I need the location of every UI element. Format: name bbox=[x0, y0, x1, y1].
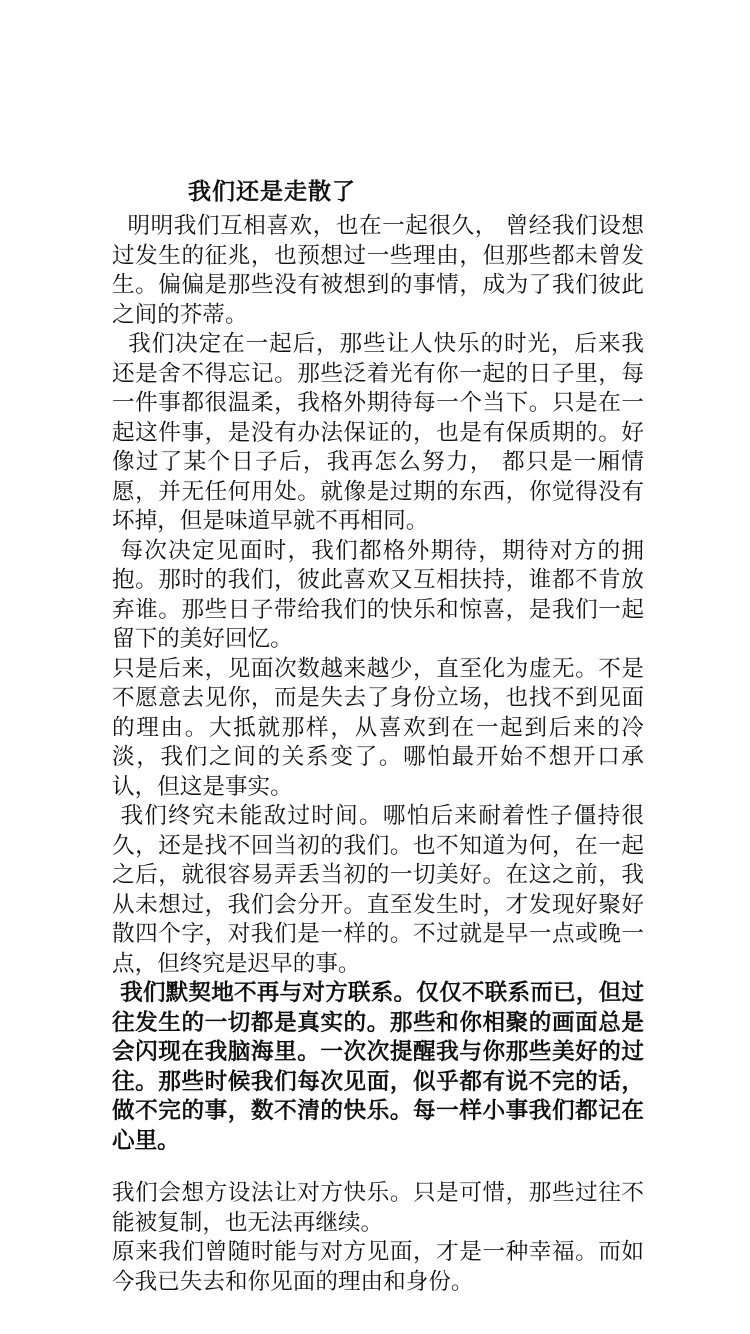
article-title: 我们还是走散了 bbox=[188, 179, 356, 205]
article-body bbox=[112, 212, 644, 1297]
paragraph-6-bold: 我们默契地不再与对方联系。仅仅不联系而已，但过往发生的一切都是真实的。那些和你相聚的画面总是会闪现在我脑海里。一次次提醒我与你那些美好的过往。那些时候我们每次见面，似乎都有说不完的话，做不完的事，数不清的快乐。每一样小事我们都记在心里。 bbox=[112, 980, 644, 1154]
paragraph-4: 只是后来，见面次数越来越少，直至化为虚无。不是不愿意去见你，而是失去了身份立场，也找不到见面的理由。大抵就那样，从喜欢到在一起到后来的冷淡，我们之间的关系变了。哪怕最开始不想开口承认，但这是事实。 bbox=[112, 655, 644, 800]
paragraph-7: 我们会想方设法让对方快乐。只是可惜，那些过往不能被复制，也无法再继续。 bbox=[112, 1180, 644, 1236]
paragraph-1: 明明我们互相喜欢，也在一起很久， 曾经我们设想过发生的征兆，也预想过一些理由，但那些都未曾发生。偏偏是那些没有被想到的事情，成为了我们彼此之间的芥蒂。 bbox=[112, 213, 644, 328]
paragraph-8: 原来我们曾随时能与对方见面，才是一种幸福。而如今我已失去和你见面的理由和身份。 bbox=[112, 1239, 644, 1295]
paragraph-3: 每次决定见面时，我们都格外期待，期待对方的拥抱。那时的我们，彼此喜欢又互相扶持，谁都不肯放弃谁。那些日子带给我们的快乐和惊喜，是我们一起留下的美好回忆。 bbox=[112, 537, 645, 652]
paragraph-spacer bbox=[112, 1156, 644, 1179]
paragraph-2: 我们决定在一起后，那些让人快乐的时光，后来我还是舍不得忘记。那些泛着光有你一起的日子里，每一件事都很温柔，我格外期待每一个当下。只是在一起这件事，是没有办法保证的，也是有保质期的。好像过了某个日子后，我再怎么努力， 都只是一厢情愿，并无任何用处。就像是过期的东西，你觉得没有坏掉，但是味道早就不再相同。 bbox=[112, 331, 644, 534]
paragraph-5: 我们终究未能敌过时间。哪怕后来耐着性子僵持很久，还是找不回当初的我们。也不知道为何，在一起之后，就很容易弄丢当初的一切美好。在这之前，我从未想过，我们会分开。直至发生时，才发现好聚好散四个字，对我们是一样的。不过就是早一点或晚一点，但终究是迟早的事。 bbox=[112, 803, 645, 977]
